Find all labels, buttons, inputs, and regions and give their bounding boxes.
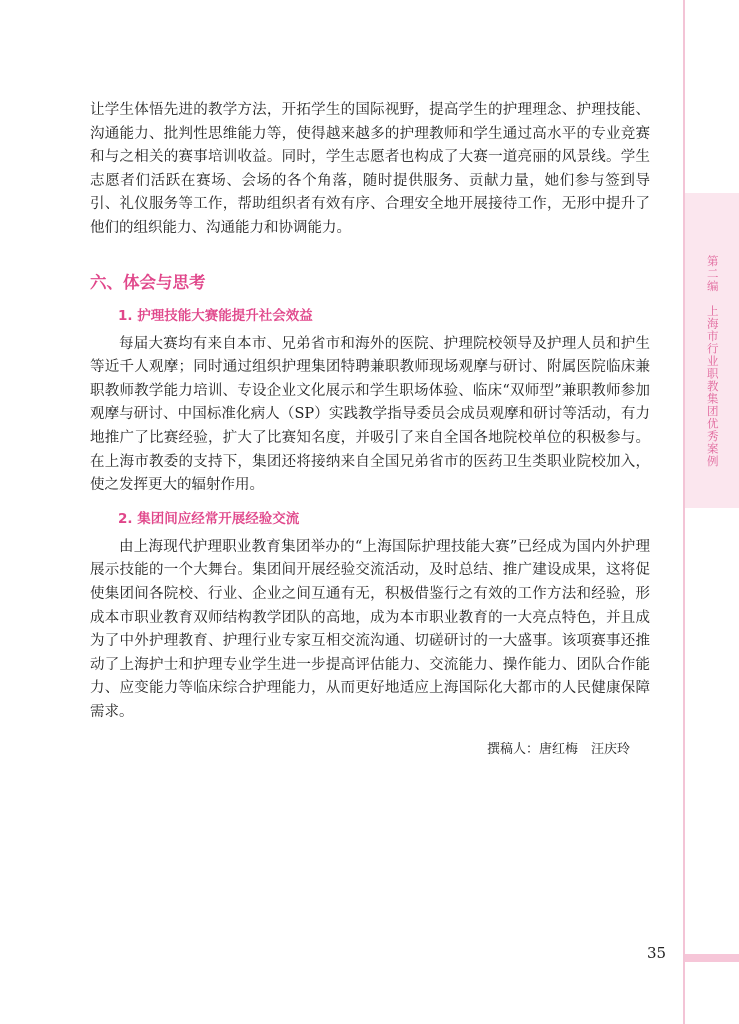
margin-divider-line [683, 0, 685, 1024]
chapter-side-tab-text: 第二编 上海市行业职教集团优秀案例 [705, 255, 720, 468]
chapter-side-tab-text-wrap [685, 255, 739, 468]
intro-paragraph: 让学生体悟先进的教学方法，开拓学生的国际视野，提高学生的护理理念、护理技能、沟通能力、批判性思维能力等，使得越来越多的护理教师和学生通过高水平的专业竞赛和与之相关的赛事培训收益。同时，学生志愿者也构成了大赛一道亮丽的风景线。学生志愿者们活跃在赛场、会场的各个角落，随时提供服务、贡献力量，她们参与签到导引、礼仪服务等工作，帮助组织者有效有序、合理安全地开展接待工作，无形中提升了他们的组织能力、沟通能力和协调能力。 [90, 102, 650, 236]
section-heading: 六、体会与思考 [90, 272, 206, 292]
page-number-strip [685, 954, 739, 962]
subsection-2-heading: 2. 集团间应经常开展经验交流 [118, 510, 300, 527]
subsection-1-heading: 1. 护理技能大赛能提升社会效益 [118, 307, 313, 324]
subsection-1-paragraph: 每届大赛均有来自本市、兄弟省市和海外的医院、护理院校领导及护理人员和护生等近千人观摩；同时通过组织护理集团特聘兼职教师现场观摩与研讨、附属医院临床兼职教师教学能力培训、专设企业文化展示和学生职场体验、临床“双师型”兼职教师参加观摩与研讨、中国标准化病人（SP）实践教学指导委员会成员观摩和研讨等活动，有力地推广了比赛经验，扩大了比赛知名度，并吸引了来自全国各地院校单位的积极参与。在上海市教委的支持下，集团还将接纳来自全国兄弟省市的医药卫生类职业院校加入，使之发挥更大的辐射作用。 [90, 335, 650, 494]
page-body [90, 99, 650, 757]
subsection-2-paragraph: 由上海现代护理职业教育集团举办的“上海国际护理技能大赛”已经成为国内外护理展示技能的一个大舞台。集团间开展经验交流活动，及时总结、推广建设成果，这将促使集团间各院校、行业、企业之间互通有无，积极借鉴行之有效的工作方法和经验，形成本市职业教育双师结构教学团队的高地，成为本市职业教育的一大亮点特色，并且成为了中外护理教育、护理行业专家互相交流沟通、切磋研讨的一大盛事。该项赛事还推动了上海护士和护理专业学生进一步提高评估能力、交流能力、操作能力、团队合作能力、应变能力等临床综合护理能力，从而更好地适应上海国际化大都市的人民健康保障需求。 [90, 538, 650, 720]
author-credit: 撰稿人：唐红梅 汪庆玲 [486, 742, 630, 758]
page-number: 35 [647, 944, 667, 962]
chapter-side-tab [685, 193, 739, 508]
